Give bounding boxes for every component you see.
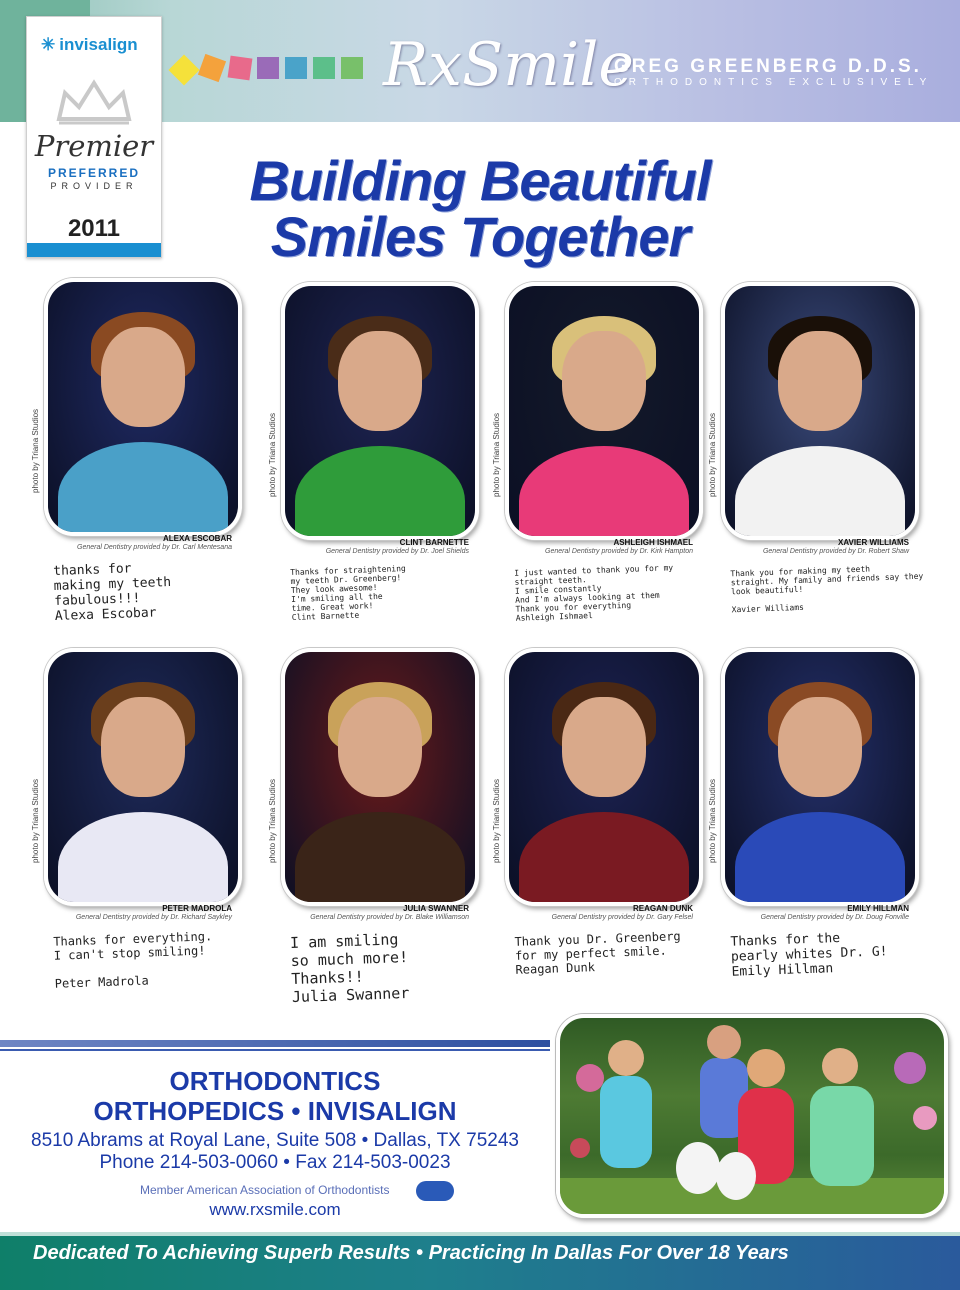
photo-credit: photo by Triana Studios (708, 778, 717, 863)
practice-phone-fax: Phone 214-503-0060 • Fax 214-503-0023 (99, 1152, 451, 1173)
patient-photo (281, 282, 479, 540)
patient-photo (505, 648, 703, 906)
color-square (341, 57, 363, 79)
handwritten-note: thanks for making my teeth fabulous!!! Alexa Escobar (52, 561, 172, 625)
crown-icon (55, 79, 133, 125)
patient-name: EMILY HILLMAN (847, 904, 909, 913)
handwritten-note: Thank you for making my teeth straight. My family and friends say they look beautiful! Xavier Williams (730, 564, 924, 615)
patient-name: PETER MADROLA (162, 904, 232, 913)
color-square (228, 56, 253, 81)
person-face (778, 697, 862, 797)
color-square (285, 57, 307, 79)
patient-photo (505, 282, 703, 540)
photo-credit: photo by Triana Studios (268, 412, 277, 497)
rxsmile-logo: RxSmile (383, 30, 634, 100)
divider-line-thin (0, 1049, 550, 1051)
patient-photo (721, 648, 919, 906)
patient-name: CLINT BARNETTE (399, 538, 469, 547)
general-dentist-credit: General Dentistry provided by Dr. Kirk Hampton (545, 548, 693, 555)
handwritten-note: I am smiling so much more! Thanks!! Julia Swanner (289, 930, 410, 1007)
aao-logo-icon (416, 1181, 454, 1201)
person-face (562, 331, 646, 431)
service-orthopedics-invisalign: ORTHOPEDICS • INVISALIGN (93, 1096, 457, 1126)
badge-preferred: PREFERRED (47, 166, 140, 180)
invisalign-star-icon: ✳ (41, 35, 56, 54)
aao-membership: Member American Association of Orthodontists (140, 1183, 390, 1197)
color-square (257, 57, 279, 79)
divider-line (0, 1040, 550, 1047)
handwritten-note: Thank you Dr. Greenberg for my perfect smile. Reagan Dunk (514, 929, 681, 977)
doctor-name: GREG GREENBERG D.D.S. (614, 56, 922, 77)
family-photo (556, 1014, 948, 1218)
patient-name: REAGAN DUNK (633, 904, 693, 913)
patient-name: JULIA SWANNER (403, 904, 469, 913)
person-face (101, 327, 185, 427)
patient-photo (44, 278, 242, 536)
person-face (101, 697, 185, 797)
website-link[interactable]: www.rxsmile.com (209, 1200, 341, 1219)
footer-tagline: Dedicated To Achieving Superb Results • Practicing In Dallas For Over 18 Years (33, 1242, 789, 1264)
general-dentist-credit: General Dentistry provided by Dr. Joel Shields (325, 548, 469, 555)
badge-provider: PROVIDER (50, 181, 138, 191)
person-face (338, 331, 422, 431)
practice-tagline: ORTHODONTICS EXCLUSIVELY (614, 77, 934, 88)
person-face (778, 331, 862, 431)
general-dentist-credit: General Dentistry provided by Dr. Blake Williamson (310, 914, 469, 921)
patient-name: ALEXA ESCOBAR (162, 534, 232, 543)
general-dentist-credit: General Dentistry provided by Dr. Richard Saykley (75, 914, 232, 921)
general-dentist-credit: General Dentistry provided by Dr. Doug Fonville (760, 914, 909, 921)
general-dentist-credit: General Dentistry provided by Dr. Gary Felsel (551, 914, 693, 921)
general-dentist-credit: General Dentistry provided by Dr. Carl Mentesana (77, 544, 232, 551)
person-face (562, 697, 646, 797)
photo-credit: photo by Triana Studios (31, 778, 40, 863)
photo-credit: photo by Triana Studios (31, 408, 40, 493)
photo-credit: photo by Triana Studios (492, 412, 501, 497)
color-square (313, 57, 335, 79)
headline-line-1: Building Beautiful (249, 149, 711, 212)
patient-photo (281, 648, 479, 906)
general-dentist-credit: General Dentistry provided by Dr. Robert Shaw (762, 548, 909, 555)
service-orthodontics: ORTHODONTICS (169, 1066, 381, 1096)
handwritten-note: Thanks for straightening my teeth Dr. Greenberg! They look awesome! I'm smiling all the time. Great work! Clint Barnette (290, 563, 406, 623)
patient-photo (44, 648, 242, 906)
footer-stripe (0, 1232, 960, 1236)
photo-credit: photo by Triana Studios (708, 412, 717, 497)
handwritten-note: I just wanted to thank you for my straight teeth. I smile constantly And I'm always looking at them Thank you for everything Ashleigh Ishmael (514, 563, 674, 623)
patient-name: XAVIER WILLIAMS (838, 538, 909, 547)
patient-photo (721, 282, 919, 540)
invisalign-logo: ✳ invisalign (41, 35, 138, 54)
handwritten-note: Thanks for the pearly whites Dr. G! Emily Hillman (730, 930, 888, 980)
badge-year: 2011 (67, 215, 121, 242)
person-face (338, 697, 422, 797)
footer-banner (0, 1232, 960, 1290)
family-photo-illustration (560, 1018, 944, 1214)
handwritten-note: Thanks for everything. I can't stop smiling! Peter Madrola (53, 929, 213, 991)
patient-name: ASHLEIGH ISHMAEL (613, 538, 693, 547)
photo-credit: photo by Triana Studios (268, 778, 277, 863)
practice-address: 8510 Abrams at Royal Lane, Suite 508 • Dallas, TX 75243 (31, 1130, 519, 1151)
headline-line-2: Smiles Together (270, 205, 690, 268)
badge-title: Premier (34, 129, 154, 163)
photo-credit: photo by Triana Studios (492, 778, 501, 863)
